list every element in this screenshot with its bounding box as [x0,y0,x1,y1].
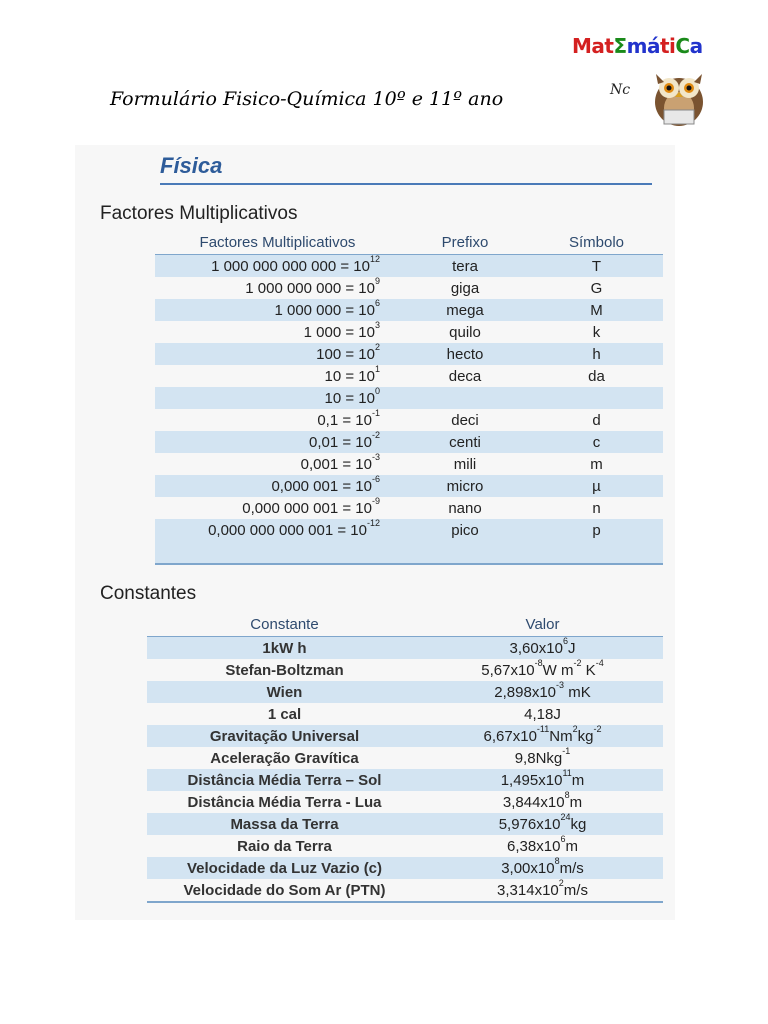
constants-heading: Constantes [100,583,197,604]
table-row [155,299,663,321]
constant-value [422,659,663,681]
value-text: 3,60x10 [509,639,563,657]
value-exponent: -2 [573,657,582,668]
table-row [147,879,663,902]
factor-exponent: 2 [374,341,380,352]
column-header: Valor [422,612,663,637]
constant-name: Wien [147,681,422,703]
prefix-cell: nano [448,499,482,517]
factor-value [155,431,400,453]
value-exponent: 24 [560,811,571,822]
constant-value [422,703,663,725]
table-row [155,431,663,453]
constant-value [422,681,663,703]
factor-value [155,321,400,343]
factor-exponent: 3 [374,319,380,330]
symbol-cell: m [590,455,603,473]
factor-exponent: -2 [371,429,380,440]
table-row [147,857,663,879]
column-header: Factores Multiplicativos [155,230,400,255]
logo-wordmark: MatΣmátiCa [572,34,703,58]
formula-sheet [75,145,675,920]
factor-base: 1 000 000 = 10 [274,301,375,319]
value-text: m/s [563,881,588,899]
value-text: 3,314x10 [497,881,559,899]
factor-exponent: -3 [371,451,380,462]
value-text: 4,18J [524,705,561,723]
table-row [147,703,663,725]
symbol-cell: p [530,519,663,541]
prefix-cell: mega [400,299,530,321]
constant-name: Distância Média Terra – Sol [147,769,422,791]
table-row [147,637,663,660]
factor-value [155,453,400,475]
value-exponent: -3 [556,679,565,690]
logo-subtext: Nc [610,82,631,98]
value-text: 3,844x10 [502,793,565,811]
constant-value [422,747,663,769]
constant-name: Distância Média Terra - Lua [187,793,382,811]
value-exponent: -1 [562,745,571,756]
value-exponent: 8 [554,855,560,866]
table-row [147,835,663,857]
value-text: 6,38x10 [507,837,561,855]
value-exponent: 11 [562,767,572,778]
constant-value [422,791,663,813]
factor-exponent: -6 [371,473,380,484]
factor-base: 0,000 000 000 001 = 10 [208,521,367,539]
prefix-cell [400,387,530,409]
value-exponent: -11 [536,723,550,734]
constant-value [422,813,663,835]
value-text: m/s [559,859,584,877]
matematica-logo [568,30,718,130]
value-text: 6,67x10 [483,727,537,745]
factor-value [155,497,400,519]
factor-base: 10 = 10 [324,389,375,407]
factor-exponent: -12 [366,517,380,528]
symbol-cell: d [592,411,601,429]
constant-value [422,637,663,660]
prefix-cell: deca [448,367,482,385]
factor-value [155,519,400,541]
document-title: Formulário Fisico-Química 10º e 11º ano [110,88,504,110]
value-exponent: -8 [534,657,543,668]
factor-base: 0,01 = 10 [309,433,372,451]
value-exponent: -2 [593,723,602,734]
owl-mascot-icon [646,64,712,128]
prefix-cell: quilo [449,323,481,341]
section-heading: Física [160,153,223,178]
constant-name: Velocidade da Luz Vazio (c) [147,857,422,879]
table-row [147,725,663,747]
value-text: W m [542,661,574,679]
factor-base: 0,000 000 001 = 10 [242,499,372,517]
table-row [155,453,663,475]
prefix-cell: pico [400,519,530,541]
symbol-cell [530,387,663,409]
table-row [147,791,663,813]
factor-value [155,365,400,387]
table-row [147,813,663,835]
table-row [155,343,663,365]
column-header: Constante [147,612,422,637]
constant-value [422,725,663,747]
table-row [147,747,663,769]
column-header: Prefixo [400,230,530,255]
value-text: 5,67x10 [481,661,535,679]
prefix-cell: giga [450,279,480,297]
table-row [155,321,663,343]
value-exponent: 6 [560,833,566,844]
table-row [155,519,663,541]
symbol-cell: µ [530,475,663,497]
factor-exponent: 6 [374,297,380,308]
constant-value [422,857,663,879]
factor-base: 0,1 = 10 [317,411,372,429]
factor-base: 100 = 10 [316,345,375,363]
value-text: mK [564,683,591,701]
prefix-cell: centi [400,431,530,453]
table-row [147,659,663,681]
constant-value [422,835,663,857]
value-text: K [581,661,596,679]
value-text: m [565,837,578,855]
symbol-cell: k [592,323,601,341]
value-text: kg [577,727,594,745]
value-text: 1,495x10 [500,771,563,789]
factor-base: 1 000 000 000 000 = 10 [211,257,370,275]
factor-value [155,343,400,365]
value-text: kg [570,815,587,833]
constant-name: Gravitação Universal [147,725,422,747]
table-row [147,681,663,703]
constant-name: Massa da Terra [147,813,422,835]
value-text: 5,976x10 [498,815,561,833]
table-row [155,409,663,431]
factor-value [155,409,400,431]
empty-cell [155,541,400,564]
constants-table [147,612,663,903]
factor-value [155,277,400,299]
factor-exponent: 9 [374,275,380,286]
table-row [155,475,663,497]
symbol-cell: M [530,299,663,321]
constant-name: 1kW h [147,637,422,660]
constant-name: Velocidade do Som Ar (PTN) [147,879,422,902]
value-text: 3,00x10 [501,859,555,877]
column-header: Símbolo [530,230,663,255]
prefix-cell: deci [451,411,479,429]
symbol-cell: c [530,431,663,453]
table-row [155,255,663,278]
constant-name: Stefan-Boltzman [225,661,344,679]
prefix-cell: hecto [400,343,530,365]
table-row [155,277,663,299]
prefix-cell: tera [400,255,530,278]
value-text: 2,898x10 [494,683,557,701]
symbol-cell: n [592,499,601,517]
value-text: Nm [549,727,573,745]
value-text: J [567,639,576,657]
table-row-spacer [155,541,663,564]
factor-value [155,299,400,321]
value-exponent: -4 [595,657,604,668]
table-row [155,365,663,387]
prefix-cell: micro [400,475,530,497]
value-exponent: 8 [564,789,570,800]
value-exponent: 6 [562,635,568,646]
empty-cell [400,541,530,564]
factor-base: 10 = 10 [324,367,375,385]
factor-value [155,475,400,497]
multiplicative-factors-table [155,230,663,565]
factor-value [155,387,400,409]
constant-name: Aceleração Gravítica [210,749,359,767]
factor-base: 1 000 = 10 [303,323,375,341]
factor-exponent: 12 [369,253,380,264]
constant-value [422,769,663,791]
section-divider [160,183,652,185]
table-row [155,497,663,519]
factor-value [155,255,400,278]
prefix-cell: mili [453,455,477,473]
table-row [147,769,663,791]
factor-exponent: -9 [371,495,380,506]
symbol-cell: da [588,367,605,385]
value-exponent: 2 [572,723,578,734]
value-text: 9,8Nkg [514,749,563,767]
value-text: m [569,793,583,811]
symbol-cell: h [530,343,663,365]
value-exponent: 2 [558,877,564,888]
symbol-cell: G [590,279,603,297]
factor-base: 0,000 001 = 10 [271,477,372,495]
factors-heading: Factores Multiplicativos [100,203,298,224]
constant-name: Raio da Terra [237,837,332,855]
table-row [155,387,663,409]
symbol-cell: T [530,255,663,278]
value-text: m [571,771,585,789]
empty-cell [530,541,663,564]
factor-exponent: -1 [371,407,380,418]
constant-name: 1 cal [267,705,302,723]
factor-base: 0,001 = 10 [300,455,372,473]
constant-value [422,879,663,902]
factor-exponent: 0 [374,385,380,396]
factor-exponent: 1 [374,363,380,374]
factor-base: 1 000 000 000 = 10 [245,279,375,297]
